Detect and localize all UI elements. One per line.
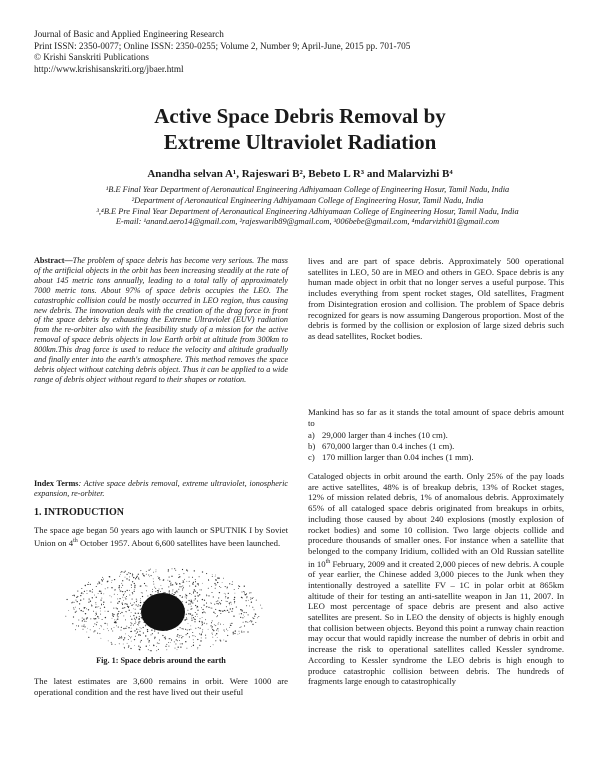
list-item: c) 170 million larger than 0.04 inches (1 mm). xyxy=(308,452,474,462)
title-line-1: Active Space Debris Removal by xyxy=(154,104,446,128)
section-heading-introduction: 1. INTRODUCTION xyxy=(34,507,125,518)
affiliation-2: ²Department of Aeronautical Engineering Adhiyamaan College of Engineering Hosur, Tamil Nadu, India xyxy=(131,195,484,205)
earth-globe xyxy=(141,593,185,631)
author-emails: E-mail: ¹anand.aero14@gmail.com, ²rajeswarib89@gmail.com, ³006bebe@gmail.com, ⁴mdarvizhi01@gmail.com xyxy=(115,217,500,227)
figure-caption: Fig. 1: Space debris around the earth xyxy=(96,656,226,665)
right-paragraph-1: lives and are part of space debris. Approximately 500 operational satellites in LEO, 50 are in MEO and others in GEO. Space debris is any human made object in orbit that no longer serves a useful purpose. This includes everything from spent rocket stages, Old satellites, Fragment from Disintegration erosion and collision. The problem of Space debris recognized for gears is now assuming Dangerous proportion. Most of the debris is formed by the collision or explosion of large sized debris such as dead satellites, Rocket bodies. xyxy=(308,256,564,341)
list-item: b) 670,000 larger than 0.4 inches (1 cm). xyxy=(308,441,455,451)
latest-estimates-paragraph: The latest estimates are 3,600 remains in orbit. Were 1000 are operational condition and the rest have lived out their useful xyxy=(34,676,288,697)
paper-title xyxy=(0,103,600,155)
right-paragraph-2: Mankind has so far as it stands the total amount of space debris amount to xyxy=(308,407,564,428)
journal-header xyxy=(34,29,410,75)
space-debris-figure xyxy=(55,560,270,655)
debris-size-list xyxy=(308,430,564,463)
journal-issn: Print ISSN: 2350-0077; Online ISSN: 2350-0255; Volume 2, Number 9; April-June, 2015 pp. 701-705 xyxy=(34,40,411,51)
abstract xyxy=(34,256,288,385)
index-terms xyxy=(34,479,288,499)
journal-url: http://www.krishisanskriti.org/jbaer.html xyxy=(34,63,184,74)
title-line-2: Extreme Ultraviolet Radiation xyxy=(163,130,437,154)
affiliation-1: ¹B.E Final Year Department of Aeronautical Engineering Adhiyamaan College of Engineering Hosur, Tamil Nadu, India xyxy=(105,185,510,194)
right-paragraph-3: Cataloged objects in orbit around the earth. Only 25% of the pay loads are active satellites, 48% is of breakup debris, 13% of Rocket stages, 12% of mission related debris, 1% of anomalous debris. Approximately 65% of all cataloged space debris originated from breakups in orbits, including those caused by about 240 explosions (mostly explosion of rocket bodies) and some 10 collision. Two large objects collide and procedure thousands of smaller ones. For instance when a satellite that belonged to the company Iridium, collided with an Old Russian satellite in 10th February, 2009 and it created 2,000 pieces of new debris. A couple of year earlier, the Chinese added 3,000 pieces to the Junk when they intentionally destroyed a satellite FV – 1C in polar orbit at 865km altitude of their for testing an anti-satellite weapon in Jan 11, 2007. In LEO most percentage of space debris are present and also active satellites are present. So in LEO the density of objects is highly enough that collision between objects. Beyond this point a runway chain reaction may occur that would rapidly increase the number of debris in orbit and increase the risk to operational satellites called Kessler syndrome. According to Kessler syndrome the LEO debris is high enough to produce catastrophic collision between debris. The hundreds of fragments large enough to catastrophically xyxy=(308,471,564,687)
index-terms-text: : Active space debris removal, extreme ultraviolet, ionospheric expansion, re-orbiter. xyxy=(34,479,288,498)
abstract-label: Abstract— xyxy=(34,256,73,265)
author-list: Anandha selvan A¹, Rajeswari B², Bebeto L R³ and Malarvizhi B⁴ xyxy=(147,168,453,180)
index-terms-label: Index Terms xyxy=(34,479,79,488)
journal-name: Journal of Basic and Applied Engineering Research xyxy=(34,29,224,39)
abstract-text: The problem of space debris has become very serious. The mass of the artificial objects in the orbit has been increasing steadily at the rate of about 145 metric tons annually, leading to a total tally of approximately 7000 metric tons. About 97% of space debris occupies the LEO. The catastrophic collision could be mostly occurred in LEO region, thus causing new debris. The innovation deals with the creation of the drag force in front of the space debris by exhausting the Extreme Ultraviolet (EUV) radiation from the re-orbiter also with the feasibility study of a mission for the active removal of space debris objects in low Earth orbit at altitude from 300km to 800km.This drag force is used to reduce the velocity and altitude gradually and finally enter into the earth's atmosphere. This method removes the space debris object without catching debris object. Thus it can be applied to a wide range of debris object without regard to their shapes or rotation. xyxy=(34,256,288,384)
affiliations xyxy=(40,185,575,228)
intro-paragraph: The space age began 50 years ago with launch or SPUTNIK I by Soviet Union on 4th October 1957. About 6,600 satellites have been launched. xyxy=(34,525,288,548)
list-item: a) 29,000 larger than 4 inches (10 cm). xyxy=(308,430,448,440)
affiliation-3: ³,⁴B.E Pre Final Year Department of Aeronautical Engineering Adhiyamaan College of Engineering Hosur, Tamil Nadu, India xyxy=(96,206,519,216)
journal-publisher: © Krishi Sanskriti Publications xyxy=(34,52,149,63)
